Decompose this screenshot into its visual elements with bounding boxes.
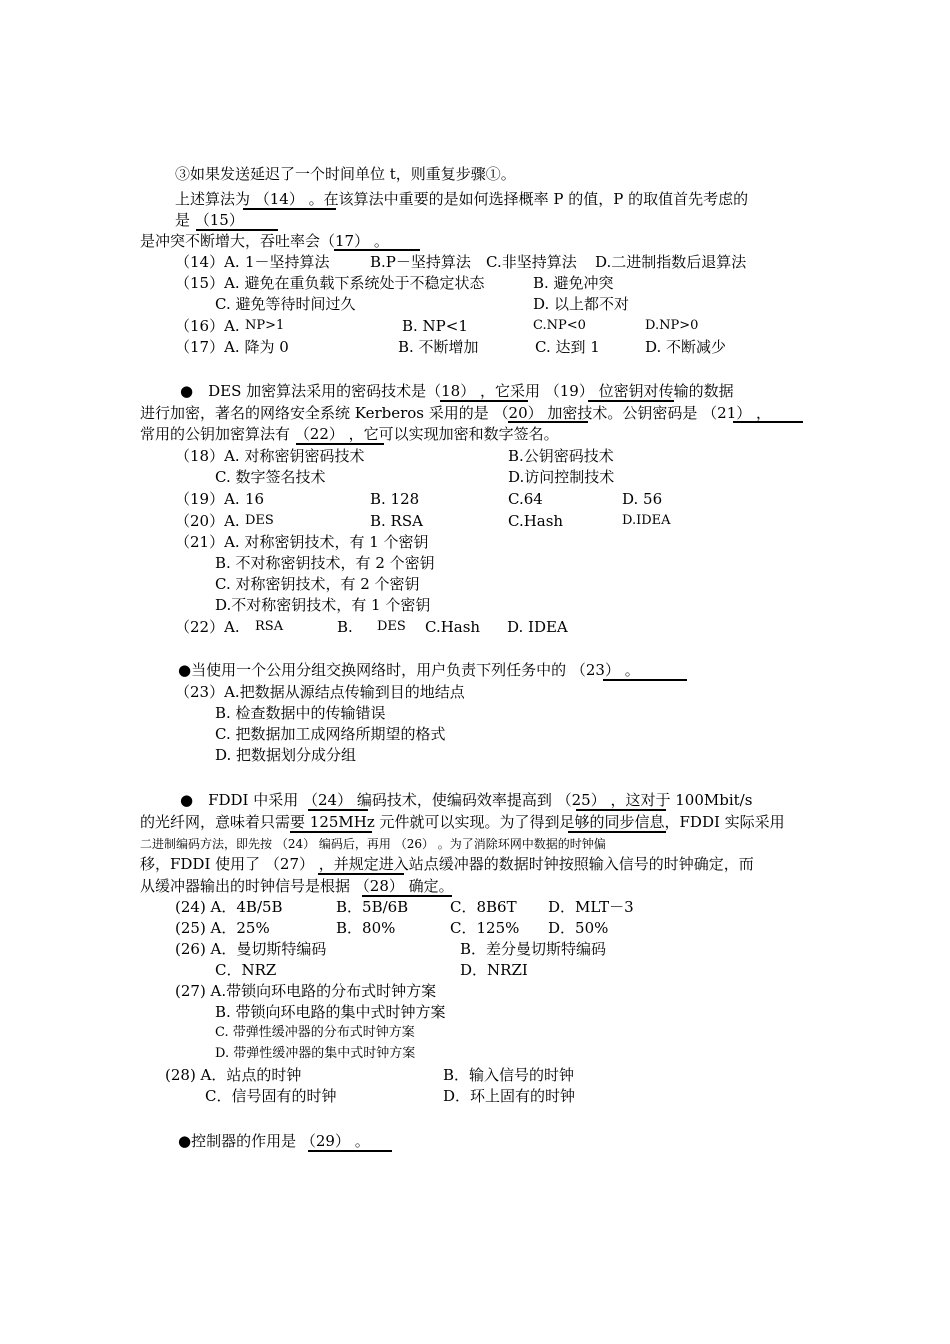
text-line: 的光纤网，意味着只需要 125MHz 元件就可以实现。为了得到足够的同步信息，FDDI 实际采用 (140, 813, 785, 831)
answer-blank-underline (733, 421, 803, 423)
question-20-option-a: DES (245, 513, 274, 528)
question-14-option-d: D.二进制指数后退算法 (595, 253, 747, 271)
question-23-option-c: C. 把数据加工成网络所期望的格式 (215, 725, 446, 743)
question-25-option-d: D．50% (548, 919, 609, 937)
question-19-label: （19）A. (175, 490, 240, 508)
question-23-option-b: B. 检查数据中的传输错误 (215, 704, 386, 722)
question-19-option-c: C.64 (508, 490, 543, 508)
answer-blank-underline (296, 443, 384, 445)
question-15-option-c: C. 避免等待时间过久 (215, 295, 356, 313)
question-19-option-a: 16 (245, 490, 265, 508)
question-16-option-d: D.NP>0 (645, 318, 699, 333)
answer-blank-underline (603, 679, 687, 681)
question-17-option-c: C. 达到 1 (535, 338, 600, 356)
question-16-option-a: NP>1 (245, 318, 285, 333)
text-line: ● FDDI 中采用 （24） 编码技术，使编码效率提高到 （25） ，这对于 100Mbit/s (180, 791, 753, 809)
question-22-option-b: DES (377, 619, 406, 634)
question-21-option-d: D.不对称密钥技术，有 1 个密钥 (215, 596, 431, 614)
question-28-option-d: D．环上固有的时钟 (443, 1087, 576, 1105)
question-16-option-b: B. NP<1 (402, 317, 468, 335)
answer-blank-underline (318, 873, 404, 875)
question-25-label: (25) A．25% (175, 919, 270, 937)
question-17-label: （17）A. 降为 0 (175, 338, 289, 356)
question-20-option-c: C.Hash (508, 512, 564, 530)
question-15-option-d: D. 以上都不对 (533, 295, 630, 313)
question-18-option-b: B.公钥密码技术 (508, 447, 614, 465)
answer-blank-underline (290, 831, 372, 833)
question-18-option-d: D.访问控制技术 (508, 468, 615, 486)
question-14-label: （14）A. (175, 253, 240, 271)
text-line: 二进制编码方法，即先按 （24） 编码后，再用 （26） 。为了消除环网中数据的时钟偏 (140, 837, 606, 851)
question-26-option-c: C．NRZ (215, 961, 277, 979)
question-19-option-d: D. 56 (622, 490, 663, 508)
question-27-option-c: C. 带弹性缓冲器的分布式时钟方案 (215, 1025, 415, 1040)
question-21-option-c: C. 对称密钥技术，有 2 个密钥 (215, 575, 420, 593)
text-line: ●当使用一个公用分组交换网络时，用户负责下列任务中的 （23） 。 (178, 661, 640, 679)
question-22-option-d: D. IDEA (507, 618, 568, 636)
question-17-option-d: D. 不断减少 (645, 338, 727, 356)
question-20-option-d: D.IDEA (622, 513, 671, 528)
question-20-label: （20）A. (175, 512, 240, 530)
question-14-option-c: C.非坚持算法 (486, 253, 577, 271)
question-16-label: （16）A. (175, 317, 240, 335)
answer-blank-underline (588, 400, 674, 402)
answer-blank-underline (440, 400, 528, 402)
answer-blank-underline (308, 1150, 392, 1152)
question-28-option-c: C．信号固有的时钟 (205, 1087, 337, 1105)
question-17-option-b: B. 不断增加 (398, 338, 479, 356)
question-28-label: (28) A．站点的时钟 (165, 1066, 302, 1084)
question-24-option-c: C．8B6T (450, 898, 517, 916)
question-27-label: (27) A.带锁向环电路的分布式时钟方案 (175, 982, 437, 1000)
question-21-label: （21）A. 对称密钥技术，有 1 个密钥 (175, 533, 429, 551)
text-line: 常用的公钥加密算法有 （22） ，它可以实现加密和数字签名。 (140, 425, 559, 443)
question-20-option-b: B. RSA (370, 512, 423, 530)
question-23-label: （23）A.把数据从源结点传输到目的地结点 (175, 683, 465, 701)
answer-blank-underline (308, 809, 368, 811)
question-22-option-c: C.Hash (425, 618, 481, 636)
question-22-label: （22）A. (175, 618, 240, 636)
question-28-option-b: B．输入信号的时钟 (443, 1066, 575, 1084)
question-15-label: （15）A. 避免在重负载下系统处于不稳定状态 (175, 274, 485, 292)
text-line: 进行加密，著名的网络安全系统 Kerberos 采用的是 （20） 加密技术。公钥密码是 （21） ， (140, 404, 772, 422)
question-26-option-d: D．NRZI (460, 961, 528, 979)
question-25-option-b: B．80% (336, 919, 396, 937)
question-18-label: （18）A. 对称密钥密码技术 (175, 447, 365, 465)
text-line: 上述算法为 （14） 。在该算法中重要的是如何选择概率 P 的值，P 的取值首先考虑的 (175, 190, 749, 208)
text-line: 移，FDDI 使用了 （27） ，并规定进入站点缓冲器的数据时钟按照输入信号的时钟确定，而 (140, 855, 754, 873)
question-22-option-a: RSA (255, 619, 284, 634)
text-line: 是冲突不断增大，吞吐率会（17） 。 (140, 232, 389, 250)
answer-blank-underline (576, 809, 666, 811)
answer-blank-underline (568, 831, 666, 833)
text-line: ●控制器的作用是 （29） 。 (178, 1132, 370, 1150)
text-line: ● DES 加密算法采用的密码技术是（18） ，它采用 （19） 位密钥对传输的数据 (180, 382, 734, 400)
question-16-option-c: C.NP<0 (533, 318, 586, 333)
question-14-option-a: 1－坚持算法 (245, 253, 330, 271)
question-21-option-b: B. 不对称密钥技术，有 2 个密钥 (215, 554, 435, 572)
question-27-option-d: D. 带弹性缓冲器的集中式时钟方案 (215, 1046, 416, 1061)
question-24-option-b: B．5B/6B (336, 898, 409, 916)
question-25-option-c: C．125% (450, 919, 520, 937)
question-24-option-d: D．MLT－3 (548, 898, 634, 916)
question-19-option-b: B. 128 (370, 490, 420, 508)
question-26-label: (26) A．曼切斯特编码 (175, 940, 327, 958)
question-26-option-b: B．差分曼切斯特编码 (460, 940, 607, 958)
question-27-option-b: B. 带锁向环电路的集中式时钟方案 (215, 1003, 446, 1021)
question-15-option-b: B. 避免冲突 (533, 274, 614, 292)
text-line: 从缓冲器输出的时钟信号是根据 （28） 确定。 (140, 877, 454, 895)
question-23-option-d: D. 把数据划分成分组 (215, 746, 357, 764)
answer-blank-underline (334, 249, 420, 251)
answer-blank-underline (508, 421, 588, 423)
question-24-label: (24) A．4B/5B (175, 898, 283, 916)
answer-blank-underline (243, 208, 336, 210)
question-22-option-b-label: B. (337, 618, 353, 636)
text-line: ③如果发送延迟了一个时间单位 t，则重复步骤①。 (175, 165, 516, 183)
question-14-option-b: B.P－坚持算法 (370, 253, 471, 271)
question-18-option-c: C. 数字签名技术 (215, 468, 326, 486)
text-line: 是 （15） (175, 211, 244, 229)
